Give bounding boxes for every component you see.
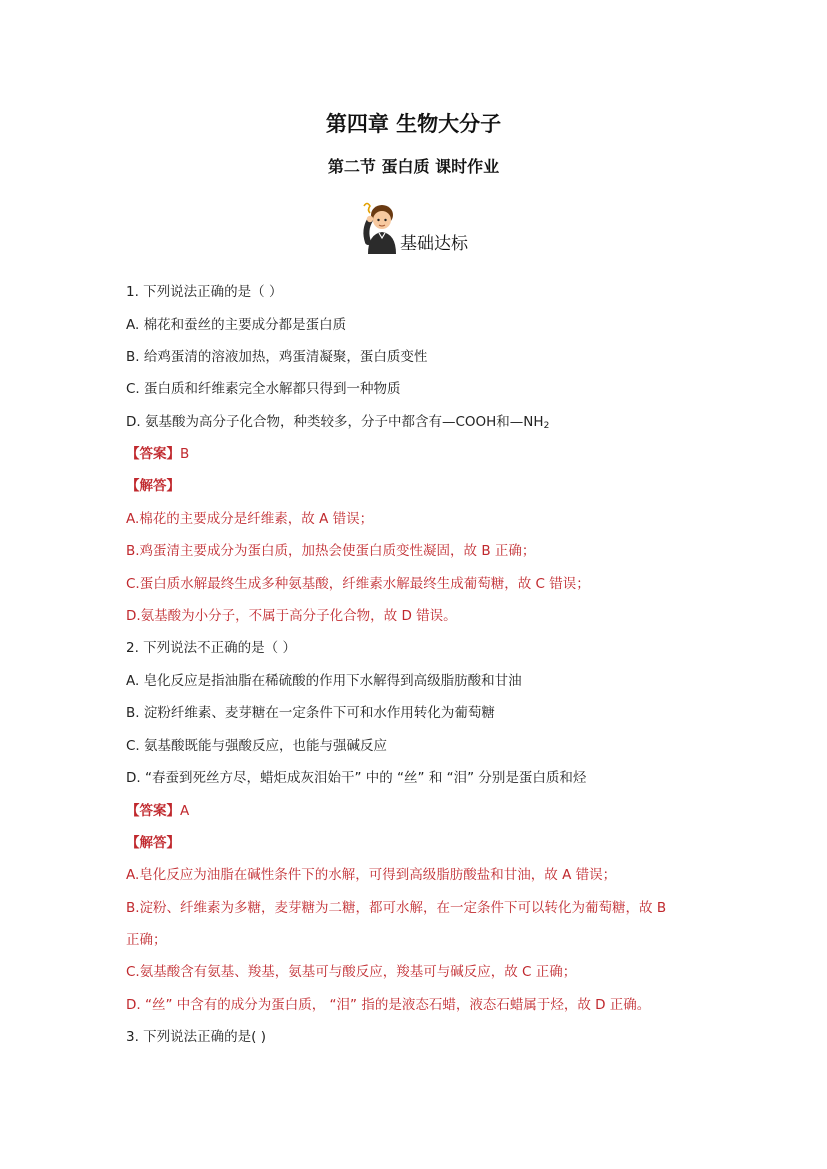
answer-tag: 【答案】 — [126, 803, 180, 819]
question-2-option-c: C. 氨基酸既能与强酸反应，也能与强碱反应 — [126, 738, 388, 754]
answer-tag: 【答案】 — [126, 446, 180, 462]
question-1-stem: 1. 下列说法正确的是（ ） — [126, 284, 283, 300]
badge-label: 基础达标 — [400, 234, 468, 254]
answer-value: A — [180, 803, 190, 819]
question-1-explanation-c: C.蛋白质水解最终生成多种氨基酸，纤维素水解最终生成葡萄糖，故 C 错误； — [126, 576, 590, 592]
question-1-explanation-d: D.氨基酸为小分子，不属于高分子化合物，故 D 错误。 — [126, 608, 457, 624]
explain-tag: 【解答】 — [126, 835, 180, 851]
question-2-explanation-b: B.淀粉、纤维素为多糖，麦芽糖为二糖，都可水解，在一定条件下可以转化为葡萄糖，故 B — [126, 900, 667, 916]
option-d-text: D. 氨基酸为高分子化合物，种类较多，分子中都含有—COOH和—NH — [126, 414, 544, 430]
question-1-option-b: B. 给鸡蛋清的溶液加热，鸡蛋清凝聚，蛋白质变性 — [126, 349, 428, 365]
nh2-subscript: 2 — [543, 421, 550, 431]
question-2-stem: 2. 下列说法不正确的是（ ） — [126, 640, 296, 656]
chapter-title: 第四章 生物大分子 — [325, 111, 502, 136]
question-2-option-b: B. 淀粉纤维素、麦芽糖在一定条件下可和水作用转化为葡萄糖 — [126, 705, 495, 721]
answer-value: B — [180, 446, 190, 462]
question-3-stem: 3. 下列说法正确的是( ) — [126, 1029, 266, 1045]
question-1-explain-tag — [126, 477, 180, 495]
question-1-option-a: A. 棉花和蚕丝的主要成分都是蛋白质 — [126, 317, 347, 333]
question-1-answer — [126, 445, 189, 463]
section-badge — [358, 200, 488, 256]
question-2-answer — [126, 802, 189, 820]
explain-tag: 【解答】 — [126, 478, 180, 494]
question-1-explanation-b: B.鸡蛋清主要成分为蛋白质，加热会使蛋白质变性凝固，故 B 正确； — [126, 543, 536, 559]
question-2-explain-tag — [126, 834, 180, 852]
section-title: 第二节 蛋白质 课时作业 — [327, 157, 500, 176]
question-2-explanation-d: D. “丝” 中含有的成分为蛋白质， “泪” 指的是液态石蜡，液态石蜡属于烃，故 D 正确。 — [126, 997, 651, 1013]
question-2-explanation-b-cont: 正确； — [126, 932, 167, 948]
question-2-explanation-c: C.氨基酸含有氨基、羧基，氨基可与酸反应，羧基可与碱反应，故 C 正确； — [126, 964, 577, 980]
question-2-option-d: D. “春蚕到死丝方尽，蜡炬成灰泪始干” 中的 “丝” 和 “泪” 分别是蛋白质和烃 — [126, 770, 587, 786]
question-2-explanation-a: A.皂化反应为油脂在碱性条件下的水解，可得到高级脂肪酸盐和甘油，故 A 错误； — [126, 867, 617, 883]
student-thinking-icon — [358, 200, 406, 254]
question-1-explanation-a: A.棉花的主要成分是纤维素，故 A 错误； — [126, 511, 374, 527]
question-2-option-a: A. 皂化反应是指油脂在稀硫酸的作用下水解得到高级脂肪酸和甘油 — [126, 673, 522, 689]
question-1-option-d — [126, 413, 549, 435]
question-1-option-c: C. 蛋白质和纤维素完全水解都只得到一种物质 — [126, 381, 401, 397]
